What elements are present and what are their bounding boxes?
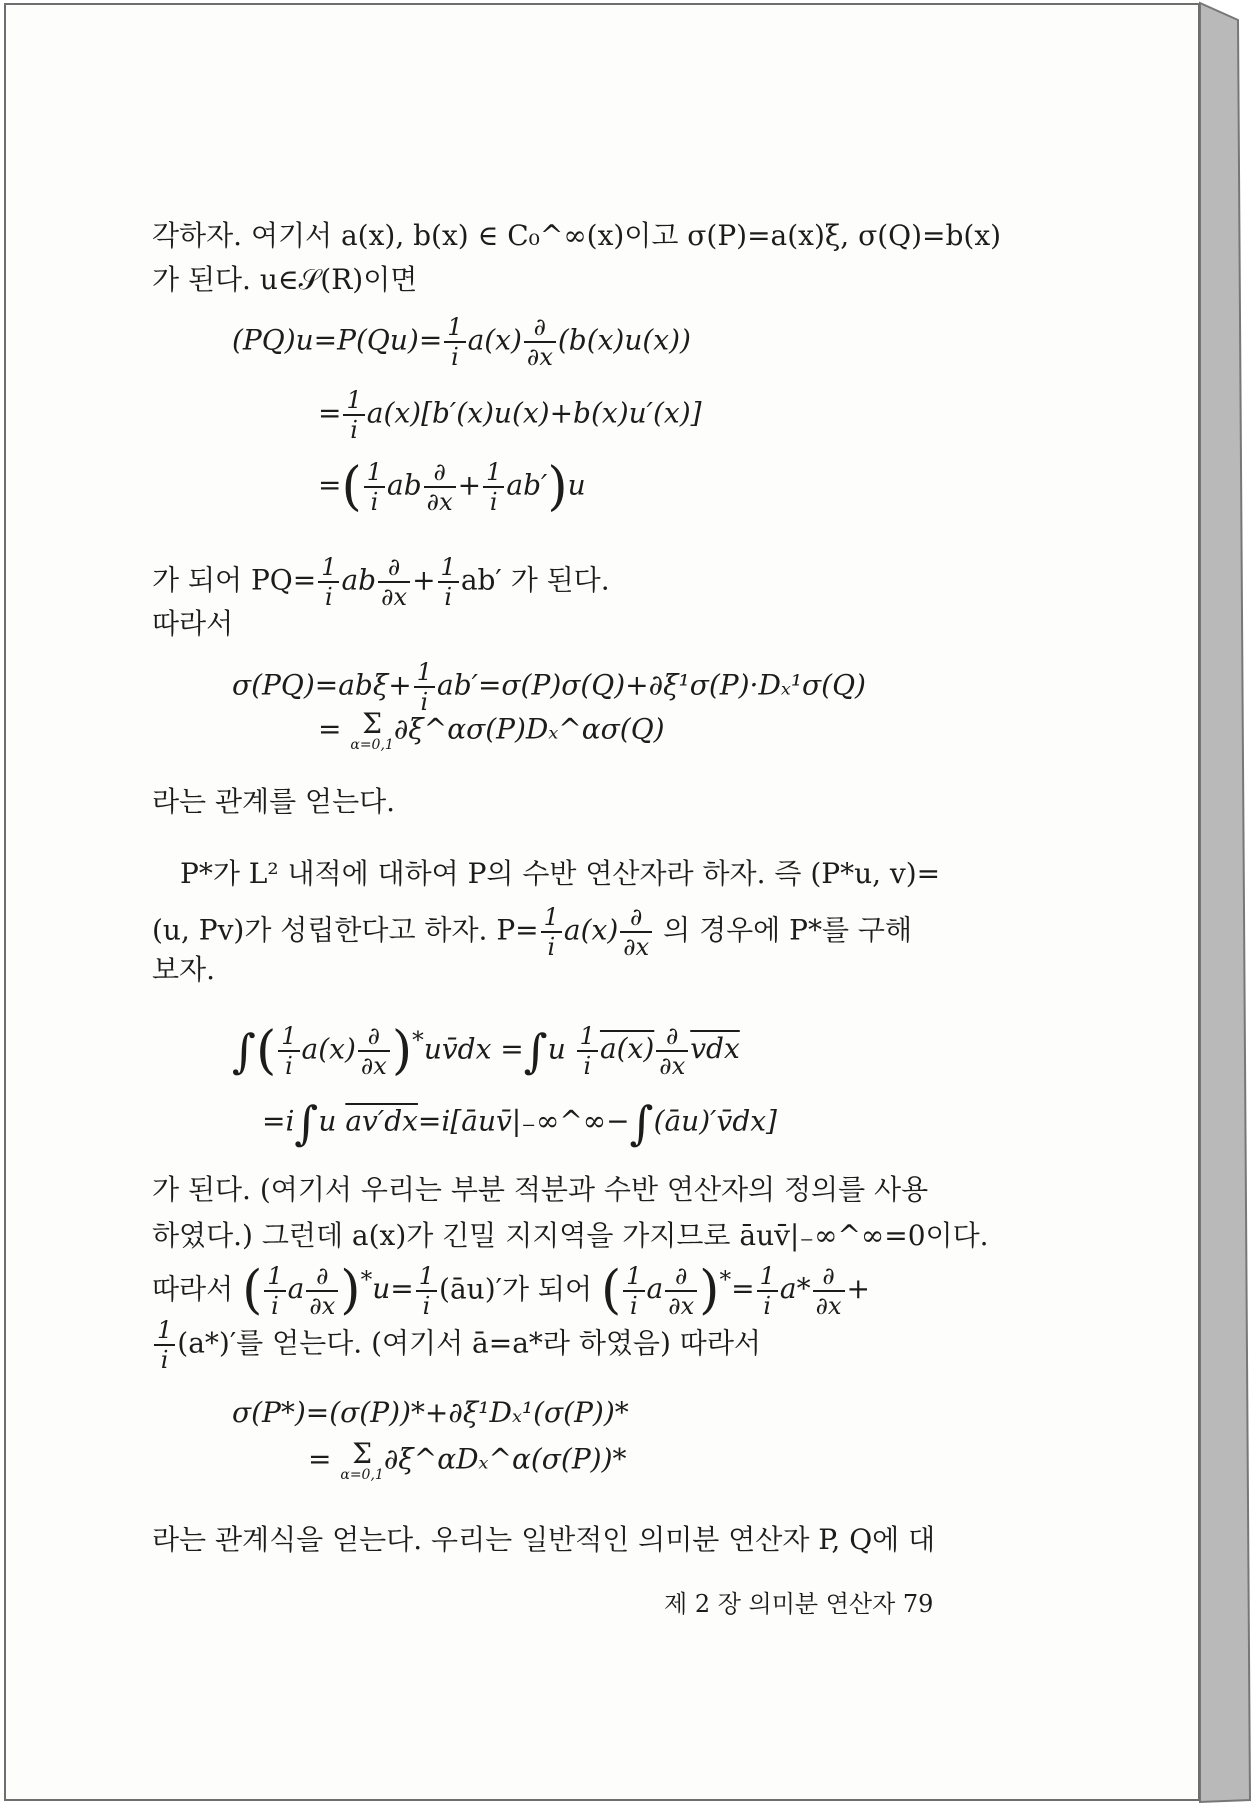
equation-9: = Σ α=0,1 ∂ξ^αDₓ^α(σ(P))* xyxy=(308,1437,627,1483)
text-line-1: 각하자. 여기서 a(x), b(x) ∈ C₀^∞(x)이고 σ(P)=a(x)ξ, σ(Q)=b(x) xyxy=(152,219,1002,252)
equation-3: =( $\frac{1}{i}$ ab $\frac{\partial}{\partial x}$ + $\frac{1}{i}$ ab′)u xyxy=(318,457,586,517)
fraction: $\frac{\partial}{\partial x}$ xyxy=(524,315,556,369)
fraction: $\frac{\partial}{\partial x}$ xyxy=(620,905,652,959)
text-line-2: 가 된다. u∈𝒮(R)이면 xyxy=(152,263,418,296)
text-line-5: 라는 관계를 얻는다. xyxy=(152,785,396,818)
text-line-11: 따라서 ( $\frac{1}{i}$ a $\frac{\partial}{\partial x}$ )*u= $\frac{1}{i}$ (āu)′가 되어 ( $\frac{1}{i}$ a $\frac{\partial}{\partial x}$ )*= $\frac{1}{i}$ a* $\frac{\partial}{\partial x}$ + xyxy=(152,1260,871,1321)
fraction: $\frac{1}{i}$ xyxy=(343,388,364,442)
text-line-3: 가 되어 PQ= $\frac{1}{i}$ ab $\frac{\partial}{\partial x}$ + $\frac{1}{i}$ ab′ 가 된다. xyxy=(152,553,610,611)
equation-4: σ(PQ)=abξ+ $\frac{1}{i}$ ab′=σ(P)σ(Q)+∂ξ¹σ(P)·Dₓ¹σ(Q) xyxy=(232,658,866,716)
equation-2: = $\frac{1}{i}$ a(x)[b′(x)u(x)+b(x)u′(x)] xyxy=(318,386,702,444)
text-line-13: 라는 관계식을 얻는다. 우리는 일반적인 의미분 연산자 P, Q에 대 xyxy=(152,1523,936,1556)
text-line-7: (u, Pv)가 성립한다고 하자. P= $\frac{1}{i}$ a(x) $\frac{\partial}{\partial x}$ 의 경우에 P*를 구해 xyxy=(152,903,912,961)
text-line-12: $\frac{1}{i}$ (a*)′를 얻는다. (여기서 ā=a*라 하였음) 따라서 xyxy=(152,1318,761,1372)
fraction: $\frac{1}{i}$ xyxy=(444,315,465,369)
fraction: $\frac{\partial}{\partial x}$ xyxy=(424,460,456,514)
eq1-lhs: (PQ)u=P(Qu)= xyxy=(232,323,443,357)
eq1-coef: a(x) xyxy=(467,323,522,357)
page-footer: 제 2 장 의미분 연산자 79 xyxy=(664,1590,934,1618)
fraction: $\frac{1}{i}$ xyxy=(483,460,504,514)
equation-6: ∫( $\frac{1}{i}$ a(x) $\frac{\partial}{\partial x}$ )*uv̄dx =∫u $\frac{1}{i}$ a(x) $\frac{\partial}{\partial x}$ vdx xyxy=(232,1020,740,1081)
equation-5: = Σ α=0,1 ∂ξ^ασ(P)Dₓ^ασ(Q) xyxy=(318,707,665,753)
text-line-4: 따라서 xyxy=(152,607,234,640)
eq1-rhs: (b(x)u(x)) xyxy=(557,323,691,357)
text-line-6: P*가 L² 내적에 대하여 P의 수반 연산자라 하자. 즉 (P*u, v)= xyxy=(180,857,941,890)
eq2-body: a(x)[b′(x)u(x)+b(x)u′(x)] xyxy=(366,396,702,430)
fraction: $\frac{1}{i}$ xyxy=(438,555,459,609)
text-line-10: 하였다.) 그런데 a(x)가 긴밀 지지역을 가지므로 āuv̄|₋∞^∞=0이다. xyxy=(152,1219,989,1252)
text-line-8: 보자. xyxy=(152,953,215,986)
fraction: $\frac{1}{i}$ xyxy=(541,905,562,959)
fraction: $\frac{\partial}{\partial x}$ xyxy=(358,1024,390,1078)
fraction: $\frac{1}{i}$ xyxy=(364,460,385,514)
equation-8: σ(P*)=(σ(P))*+∂ξ¹Dₓ¹(σ(P))* xyxy=(232,1396,629,1429)
fraction: $\frac{1}{i}$ xyxy=(318,555,339,609)
equation-7: =i∫u av′dx=i[āuv̄|₋∞^∞−∫(āu)′v̄dx] xyxy=(262,1096,777,1150)
text-line-9: 가 된다. (여기서 우리는 부분 적분과 수반 연산자의 정의를 사용 xyxy=(152,1173,929,1206)
summation: Σ α=0,1 xyxy=(340,1437,384,1483)
summation: Σ α=0,1 xyxy=(350,707,394,753)
equation-1 xyxy=(232,315,691,369)
conjugate-overline: $\frac{1}{i}$ a(x) $\frac{\partial}{\partial x}$ vdx xyxy=(575,1032,740,1065)
fraction: $\frac{\partial}{\partial x}$ xyxy=(378,555,410,609)
fraction: $\frac{1}{i}$ xyxy=(414,660,435,714)
fraction: $\frac{1}{i}$ xyxy=(278,1024,299,1078)
